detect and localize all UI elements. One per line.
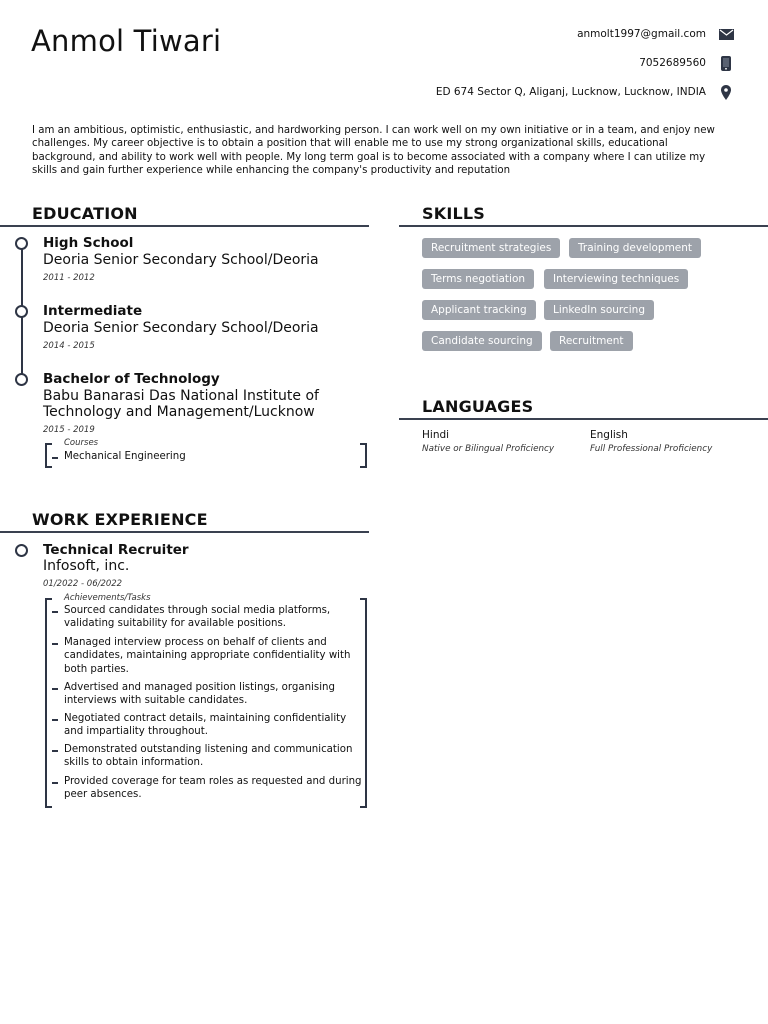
email-text: anmolt1997@gmail.com bbox=[577, 28, 706, 40]
envelope-icon bbox=[718, 26, 734, 42]
candidate-name: Anmol Tiwari bbox=[31, 24, 222, 58]
achievement-item: Sourced candidates through social media platforms, validating suitability for available positions. bbox=[64, 605, 331, 630]
education-school: Deoria Senior Secondary School/Deoria bbox=[43, 320, 319, 336]
bracket-left bbox=[45, 598, 52, 808]
achievement-item: Provided coverage for team roles as requested and during peer absences. bbox=[64, 776, 362, 801]
contact-address bbox=[436, 84, 734, 100]
languages-divider bbox=[399, 418, 768, 420]
list-dash bbox=[52, 688, 58, 690]
achievements-label: Achievements/Tasks bbox=[64, 593, 151, 603]
timeline-dot bbox=[15, 237, 28, 250]
skill-tag: Terms negotiation bbox=[422, 269, 534, 289]
achievement-item: Managed interview process on behalf of clients and candidates, maintaining appropriate confidentiality with both parties. bbox=[64, 637, 351, 675]
timeline-dot bbox=[15, 373, 28, 386]
bracket-left bbox=[45, 443, 52, 468]
education-divider bbox=[0, 225, 369, 227]
timeline-dot bbox=[15, 305, 28, 318]
timeline-dot bbox=[15, 544, 28, 557]
list-dash bbox=[52, 750, 58, 752]
achievement-item: Advertised and managed position listings, organising interviews with suitable candidates. bbox=[64, 682, 335, 707]
address-text: ED 674 Sector Q, Aliganj, Lucknow, Lucknow, INDIA bbox=[435, 86, 706, 98]
job-dates: 01/2022 - 06/2022 bbox=[43, 579, 123, 589]
list-dash bbox=[52, 643, 58, 645]
education-dates: 2014 - 2015 bbox=[43, 341, 95, 351]
skill-tag: LinkedIn sourcing bbox=[544, 300, 654, 320]
list-dash bbox=[52, 457, 58, 459]
skill-tag: Interviewing techniques bbox=[544, 269, 688, 289]
education-degree: High School bbox=[43, 235, 134, 251]
list-dash bbox=[52, 782, 58, 784]
education-degree: Intermediate bbox=[43, 303, 143, 319]
language-name: English bbox=[590, 429, 628, 441]
contact-phone bbox=[639, 55, 734, 71]
courses-label: Courses bbox=[64, 438, 99, 448]
contact-email bbox=[577, 26, 734, 42]
job-title: Technical Recruiter bbox=[43, 542, 189, 558]
achievement-item: Negotiated contract details, maintaining confidentiality and impartiality throughout. bbox=[64, 713, 347, 738]
achievement-item: Demonstrated outstanding listening and communication skills to obtain information. bbox=[64, 744, 353, 769]
education-dates: 2011 - 2012 bbox=[43, 273, 95, 283]
list-dash bbox=[52, 611, 58, 613]
work-divider bbox=[0, 531, 369, 533]
skills-heading: SKILLS bbox=[422, 204, 485, 223]
list-dash bbox=[52, 719, 58, 721]
skill-tag: Recruitment strategies bbox=[422, 238, 560, 258]
education-heading: EDUCATION bbox=[32, 204, 138, 223]
job-company: Infosoft, inc. bbox=[43, 558, 130, 574]
language-name: Hindi bbox=[422, 429, 450, 441]
phone-text: 7052689560 bbox=[639, 57, 706, 69]
language-level: Full Professional Proficiency bbox=[590, 444, 713, 454]
education-dates: 2015 - 2019 bbox=[43, 425, 95, 435]
skills-divider bbox=[399, 225, 768, 227]
skill-tag: Candidate sourcing bbox=[422, 331, 542, 351]
work-heading: WORK EXPERIENCE bbox=[32, 510, 208, 529]
language-level: Native or Bilingual Proficiency bbox=[422, 444, 555, 454]
course-item: Mechanical Engineering bbox=[64, 451, 186, 462]
skill-tag: Recruitment bbox=[550, 331, 633, 351]
education-degree: Bachelor of Technology bbox=[43, 371, 220, 387]
profile-summary: I am an ambitious, optimistic, enthusiastic, and hardworking person. I can work well on my own initiative or in a team, and enjoy new challenges. My career objective is to obtain a position that will enable me to use my strong organizational skills, educational background, and ability to work well with people. My long term goal is to become associated with a company where I can utilize my skills and gain further experience while enhancing the company's productivity and reputation bbox=[32, 125, 715, 177]
skill-tag: Training development bbox=[569, 238, 701, 258]
education-school: Deoria Senior Secondary School/Deoria bbox=[43, 252, 319, 268]
map-pin-icon bbox=[718, 84, 734, 100]
skill-tag: Applicant tracking bbox=[422, 300, 536, 320]
phone-icon bbox=[718, 55, 734, 71]
education-school: Babu Banarasi Das National Institute of Technology and Management/Lucknow bbox=[43, 388, 319, 420]
languages-heading: LANGUAGES bbox=[422, 397, 534, 416]
